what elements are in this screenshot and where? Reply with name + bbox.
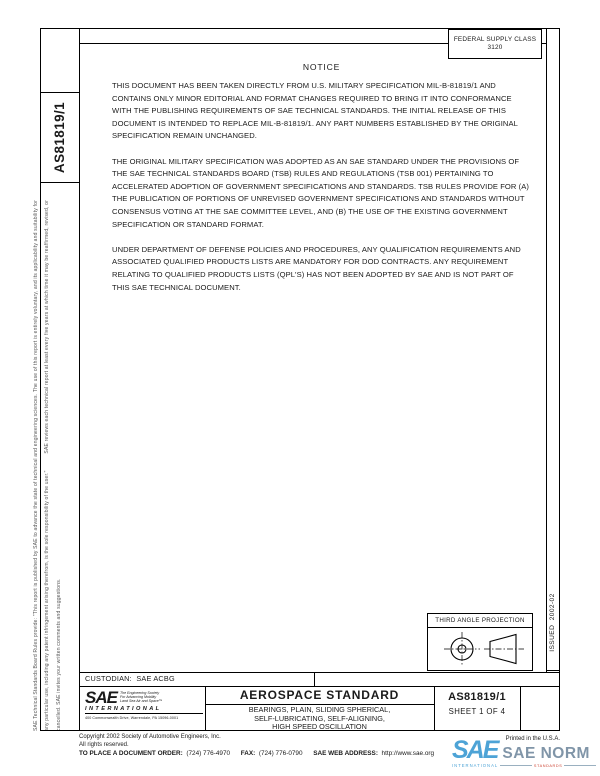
document-type-title: AEROSPACE STANDARD [239, 688, 400, 702]
rule [314, 672, 315, 686]
watermark-norm-text: SAE NORM [502, 745, 590, 762]
designation-vertical-label: AS81819/1 [52, 101, 67, 174]
third-angle-projection-icon [428, 628, 532, 670]
third-angle-projection-label: THIRD ANGLE PROJECTION [428, 614, 532, 628]
document-title-line1: BEARINGS, PLAIN, SLIDING SPHERICAL, [248, 705, 391, 714]
federal-supply-class-box [448, 29, 542, 59]
document-title-line3: HIGH SPEED OSCILLATION [272, 722, 367, 732]
notice-paragraph-3: UNDER DEPARTMENT OF DEFENSE POLICIES AND PROCEDURES, ANY QUALIFICATION REQUIREMENTS AND ASSOCIATED QUALIFIED PRODUCTS LISTS ARE MANDATORY FOR DOD CONTRACTS. ANY REQUIREMENT RELATING TO QUALIFIED PRODUCTS LISTS (QPL'S) HAS NOT BEEN ADOPTED BY SAE AND IS NOT PART OF THIS SAE TECHNICAL DOCUMENT. [112, 244, 521, 292]
sae-logo-tagline-line1: The Engineering Society [119, 691, 160, 695]
rule [564, 765, 596, 766]
watermark-tagline: STANDARDS [533, 763, 563, 768]
rule [500, 765, 532, 766]
fax-phone: (724) 776-0790 [258, 750, 303, 757]
third-angle-projection-box [427, 613, 533, 671]
sae-logo-international: INTERNATIONAL [85, 706, 203, 714]
sae-logo-tagline-line3: Land Sea Air and Space™ [119, 699, 163, 704]
sae-logo-tagline-line2: For Advancing Mobility [119, 695, 157, 700]
sae-logo-address: 400 Commonwealth Drive, Warrendale, PA 15096-0001 [85, 715, 179, 720]
disclaimer-paragraph-2: SAE reviews each technical report at least every five years at which time it may be reaffirmed, revised, or cancelled. SAE invites your written comments and suggestions. [44, 199, 62, 731]
document-title-line2: SELF-LUBRICATING, SELF-ALIGNING, [254, 713, 385, 723]
fax-label: FAX: [240, 750, 256, 757]
sae-norm-watermark [452, 738, 598, 768]
federal-supply-class-label: FEDERAL SUPPLY CLASS [453, 36, 537, 43]
rule [520, 686, 521, 731]
custodian-label: CUSTODIAN: SAE ACBG [85, 674, 175, 683]
order-phone: (724) 776-4970 [186, 750, 231, 757]
watermark-sae-letters: SAE [452, 736, 498, 764]
copyright-line2: All rights reserved. [79, 742, 129, 748]
sae-logo-tagline [120, 691, 162, 704]
sae-logo [85, 690, 203, 720]
notice-heading: NOTICE [302, 62, 341, 72]
order-label: TO PLACE A DOCUMENT ORDER: [79, 750, 183, 757]
notice-paragraph-1: THIS DOCUMENT HAS BEEN TAKEN DIRECTLY FROM U.S. MILITARY SPECIFICATION MIL-B-81819/1 AND CONTAINS ONLY MINOR EDITORIAL AND FORMAT CHANGES REQUIRED TO BRING IT INTO CONFORMANCE WITH THE PUBLISHING REQUIREMENTS OF SAE TECHNICAL STANDARDS. THE INITIAL RELEASE OF THIS DOCUMENT IS INTENDED TO REPLACE MIL-B-81819/1. ANY PART NUMBERS ESTABLISHED BY THE ORIGINAL SPECIFICATION REMAIN UNCHANGED. [112, 81, 518, 141]
watermark-international: INTERNATIONAL [452, 763, 499, 768]
rule [79, 28, 80, 731]
document-order-line [79, 750, 434, 757]
printed-in-usa: Printed in the U.S.A. [505, 736, 560, 742]
notice-body [112, 80, 532, 307]
document-number: AS81819/1 [448, 691, 506, 703]
web-url: http://www.sae.org [381, 750, 435, 757]
copyright-line1: Copyright 2002 Society of Automotive Engineers, Inc. [79, 734, 221, 740]
sae-logo-letters: SAE [85, 688, 117, 707]
federal-supply-class-value: 3120 [487, 44, 503, 52]
notice-paragraph-2: THE ORIGINAL MILITARY SPECIFICATION WAS ADOPTED AS AN SAE STANDARD UNDER THE PROVISIONS OF THE SAE TECHNICAL STANDARDS BOARD (TSB) RULES AND REGULATIONS (TSB 001) PERTAINING TO ACCELERATED ADOPTION OF GOVERNMENT SPECIFICATIONS AND STANDARDS. TSB RULES PROVIDE FOR (A) THE PUBLICATION OF PORTIONS OF UNREVISED GOVERNMENT SPECIFICATIONS AND STANDARDS WITHOUT CONSENSUS VOTING AT THE SAE COMMITTEE LEVEL, AND (B) THE USE OF THE EXISTING GOVERNMENT SPECIFICATION OR STANDARD FORMAT. [112, 156, 530, 229]
web-label: SAE WEB ADDRESS: [313, 750, 378, 757]
disclaimer-paragraph-1: SAE Technical Standards Board Rules provide: "This report is published by SAE to advance the state of technical and engineering sciences. The use of this report is entirely voluntary, and its applicability and suitability for any particular use, including any patent infringement arising therefrom, is the sole responsibility of the user." [33, 200, 51, 731]
document-title [205, 706, 434, 732]
sheet-number: SHEET 1 OF 4 [448, 707, 506, 716]
issued-date-vertical-label: ISSUED 2002-02 [549, 593, 556, 652]
